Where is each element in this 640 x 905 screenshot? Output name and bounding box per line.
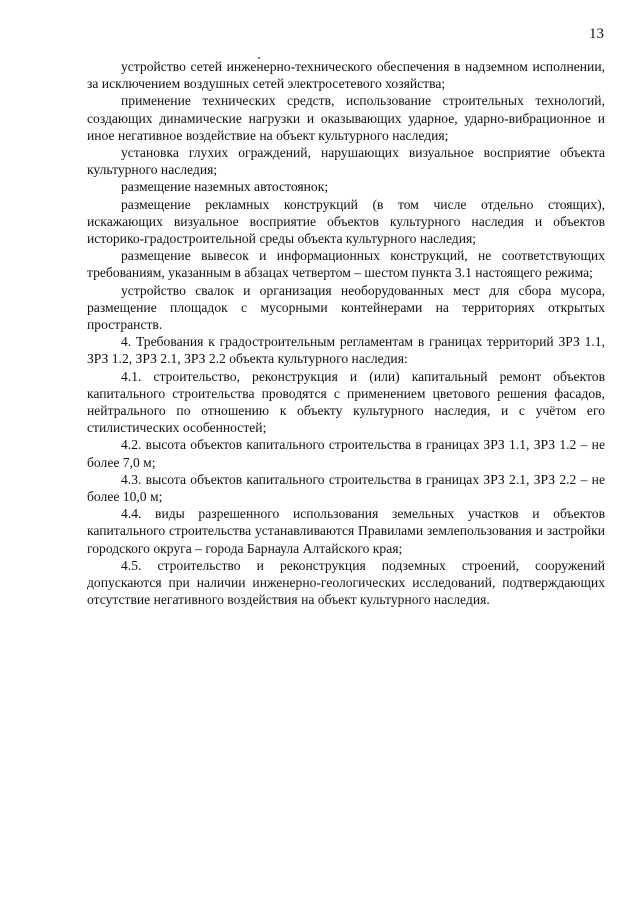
paragraph-fences: установка глухих ограждений, нарушающих визуальное восприятие объекта культурного наследия;	[87, 145, 605, 178]
paragraph-section-4: 4. Требования к градостроительным регламентам в границах территорий ЗРЗ 1.1, ЗРЗ 1.2, ЗРЗ 2.1, ЗРЗ 2.2 объекта культурного наследия:	[87, 334, 605, 367]
page-number: 13	[589, 26, 604, 42]
paragraph-technical-means: применение технических средств, использование строительных технологий, создающих динамические нагрузки и оказывающих ударное, ударно-вибрационное и иное негативное воздействие на объект культурного наследия;	[87, 93, 605, 143]
paragraph-4-2: 4.2. высота объектов капитального строительства в границах ЗРЗ 1.1, ЗРЗ 1.2 – не более 7,0 м;	[87, 437, 605, 470]
document-body	[87, 58, 605, 609]
paragraph-4-1: 4.1. строительство, реконструкция и (или) капитальный ремонт объектов капитального строительства проводятся с применением цветового решения фасадов, нейтрального по отношению к объекту культурного наследия, и с учётом его стилистических особенностей;	[87, 368, 605, 436]
paragraph-signs: размещение вывесок и информационных конструкций, не соответствующих требованиям, указанным в абзацах четвертом – шестом пункта 3.1 настоящего режима;	[87, 248, 605, 281]
paragraph-networks: устройство сетей инженерно-технического обеспечения в надземном исполнении, за исключением воздушных сетей электросетевого хозяйства;	[87, 59, 605, 92]
paragraph-advertising: размещение рекламных конструкций (в том числе отдельно стоящих), искажающих визуальное восприятие объектов культурного наследия и объектов историко-градостроительной среды объекта культурного наследия;	[87, 196, 605, 247]
paragraph-4-3: 4.3. высота объектов капитального строительства в границах ЗРЗ 2.1, ЗРЗ 2.2 – не более 10,0 м;	[87, 471, 605, 505]
paragraph-4-5: 4.5. строительство и реконструкция подземных строений, сооружений допускаются при наличии инженерно-геологических исследований, подтверждающих отсутствие негативного воздействия на объект культурного наследия.	[87, 557, 605, 608]
paragraph-4-4: 4.4. виды разрешенного использования земельных участков и объектов капитального строительства устанавливаются Правилами землепользования и застройки городского округа – города Барнаула Алтайского края;	[87, 506, 605, 556]
paragraph-dumps: устройство свалок и организация необорудованных мест для сбора мусора, размещение площадок с мусорными контейнерами на территориях открытых пространств.	[87, 282, 605, 333]
paragraph-parking: размещение наземных автостоянок;	[121, 179, 329, 195]
